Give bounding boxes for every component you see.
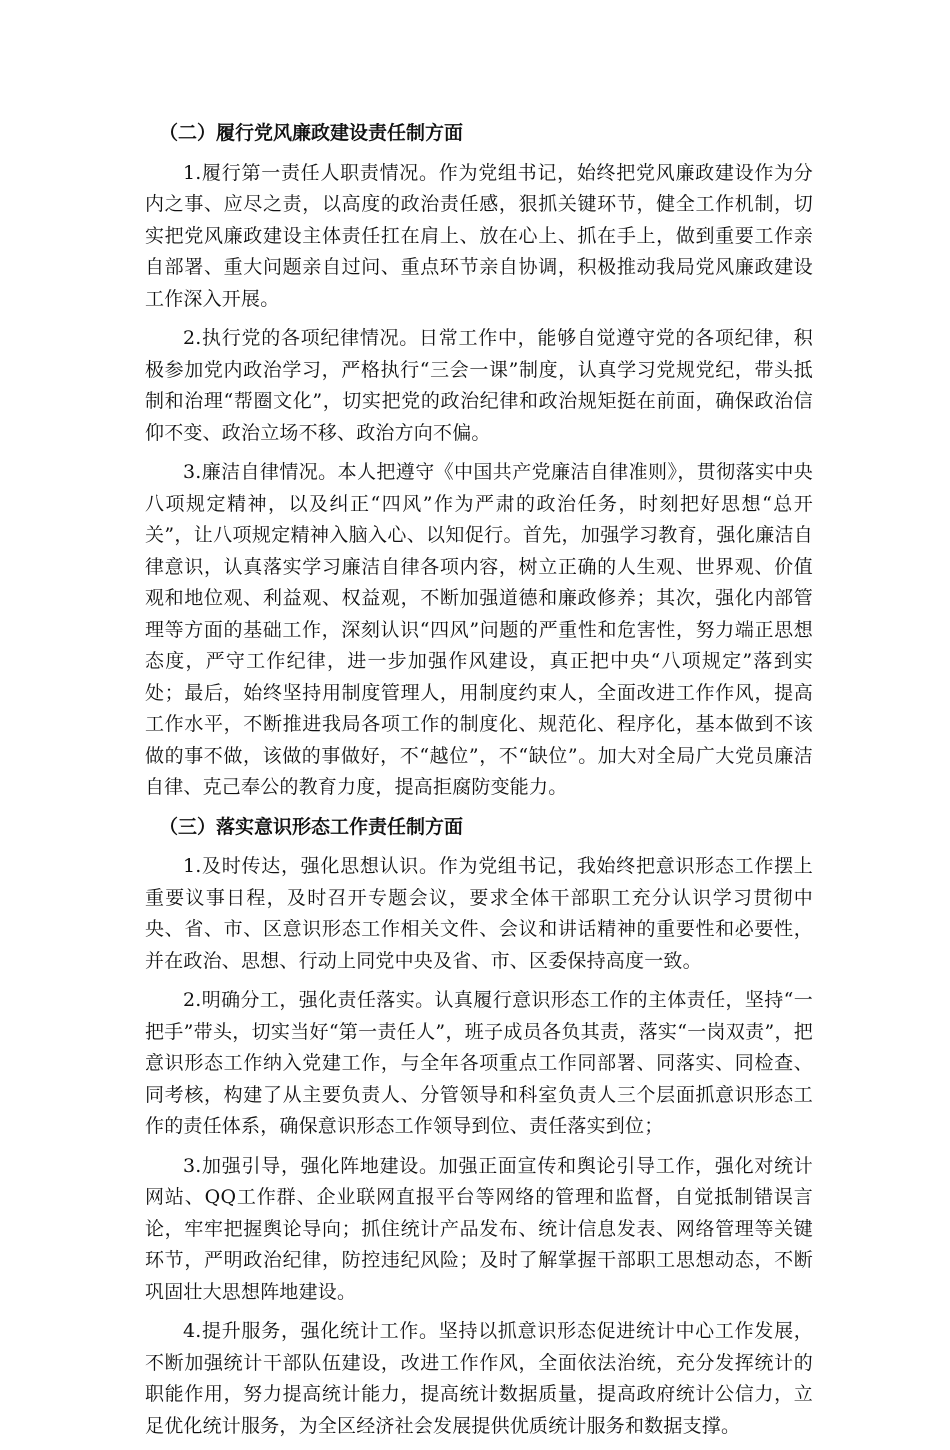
paragraph: 2.明确分工，强化责任落实。认真履行意识形态工作的主体责任，坚持“一把手”带头，切实当好“第一责任人”，班子成员各负其责，落实“一岗双责”，把意识形态工作纳入党建工作，与全年各项重点工作同部署、同落实、同检查、同考核，构建了从主要负责人、分管领导和科室负责人三个层面抓意识形态工作的责任体系，确保意识形态工作领导到位、责任落实到位； bbox=[145, 989, 813, 1137]
paragraph: 1.及时传达，强化思想认识。作为党组书记，我始终把意识形态工作摆上重要议事日程，及时召开专题会议，要求全体干部职工充分认识学习贯彻中央、省、市、区意识形态工作相关文件、会议和讲话精神的重要性和必要性，并在政治、思想、行动上同党中央及省、市、区委保持高度一致。 bbox=[145, 855, 813, 972]
section-heading: （三）落实意识形态工作责任制方面 bbox=[159, 815, 464, 838]
paragraph: 3.廉洁自律情况。本人把遵守《中国共产党廉洁自律准则》，贯彻落实中央八项规定精神，以及纠正“四风”作为严肃的政治任务，时刻把好思想“总开关”，让八项规定精神入脑入心、以知促行。首先，加强学习教育，强化廉洁自律意识，认真落实学习廉洁自律各项内容，树立正确的人生观、世界观、价值观和地位观、利益观、权益观，不断加强道德和廉政修养；其次，强化内部管理等方面的基础工作，深刻认识“四风”问题的严重性和危害性，努力端正思想态度，严守工作纪律，进一步加强作风建设，真正把中央“八项规定”落到实处；最后，始终坚持用制度管理人，用制度约束人，全面改进工作作风，提高工作水平，不断推进我局各项工作的制度化、规范化、程序化，基本做到不该做的事不做，该做的事做好，不“越位”，不“缺位”。加大对全局广大党员廉洁自律、克己奉公的教育力度，提高拒腐防变能力。 bbox=[145, 461, 813, 798]
paragraph: 3.加强引导，强化阵地建设。加强正面宣传和舆论引导工作，强化对统计网站、QQ工作群、企业联网直报平台等网络的管理和监督，自觉抵制错误言论，牢牢把握舆论导向；抓住统计产品发布、统计信息发表、网络管理等关键环节，严明政治纪律，防控违纪风险；及时了解掌握干部职工思想动态，不断巩固壮大思想阵地建设。 bbox=[145, 1154, 813, 1303]
document-page bbox=[145, 118, 813, 1450]
paragraph: 2.执行党的各项纪律情况。日常工作中，能够自觉遵守党的各项纪律，积极参加党内政治学习，严格执行“三会一课”制度，认真学习党规党纪，带头抵制和治理“帮圈文化”，切实把党的政治纪律和政治规矩挺在前面，确保政治信仰不变、政治立场不移、政治方向不偏。 bbox=[145, 327, 813, 444]
paragraph: 4.提升服务，强化统计工作。坚持以抓意识形态促进统计中心工作发展，不断加强统计干部队伍建设，改进工作作风，全面依法治统，充分发挥统计的职能作用，努力提高统计能力，提高统计数据质量，提高政府统计公信力，立足优化统计服务，为全区经济社会发展提供优质统计服务和数据支撑。 bbox=[145, 1320, 813, 1437]
section-heading: （二）履行党风廉政建设责任制方面 bbox=[159, 122, 464, 144]
paragraph: 1.履行第一责任人职责情况。作为党组书记，始终把党风廉政建设作为分内之事、应尽之责，以高度的政治责任感，狠抓关键环节，健全工作机制，切实把党风廉政建设主体责任扛在肩上、放在心上、抓在手上，做到重要工作亲自部署、重大问题亲自过问、重点环节亲自协调，积极推动我局党风廉政建设工作深入开展。 bbox=[145, 161, 813, 310]
